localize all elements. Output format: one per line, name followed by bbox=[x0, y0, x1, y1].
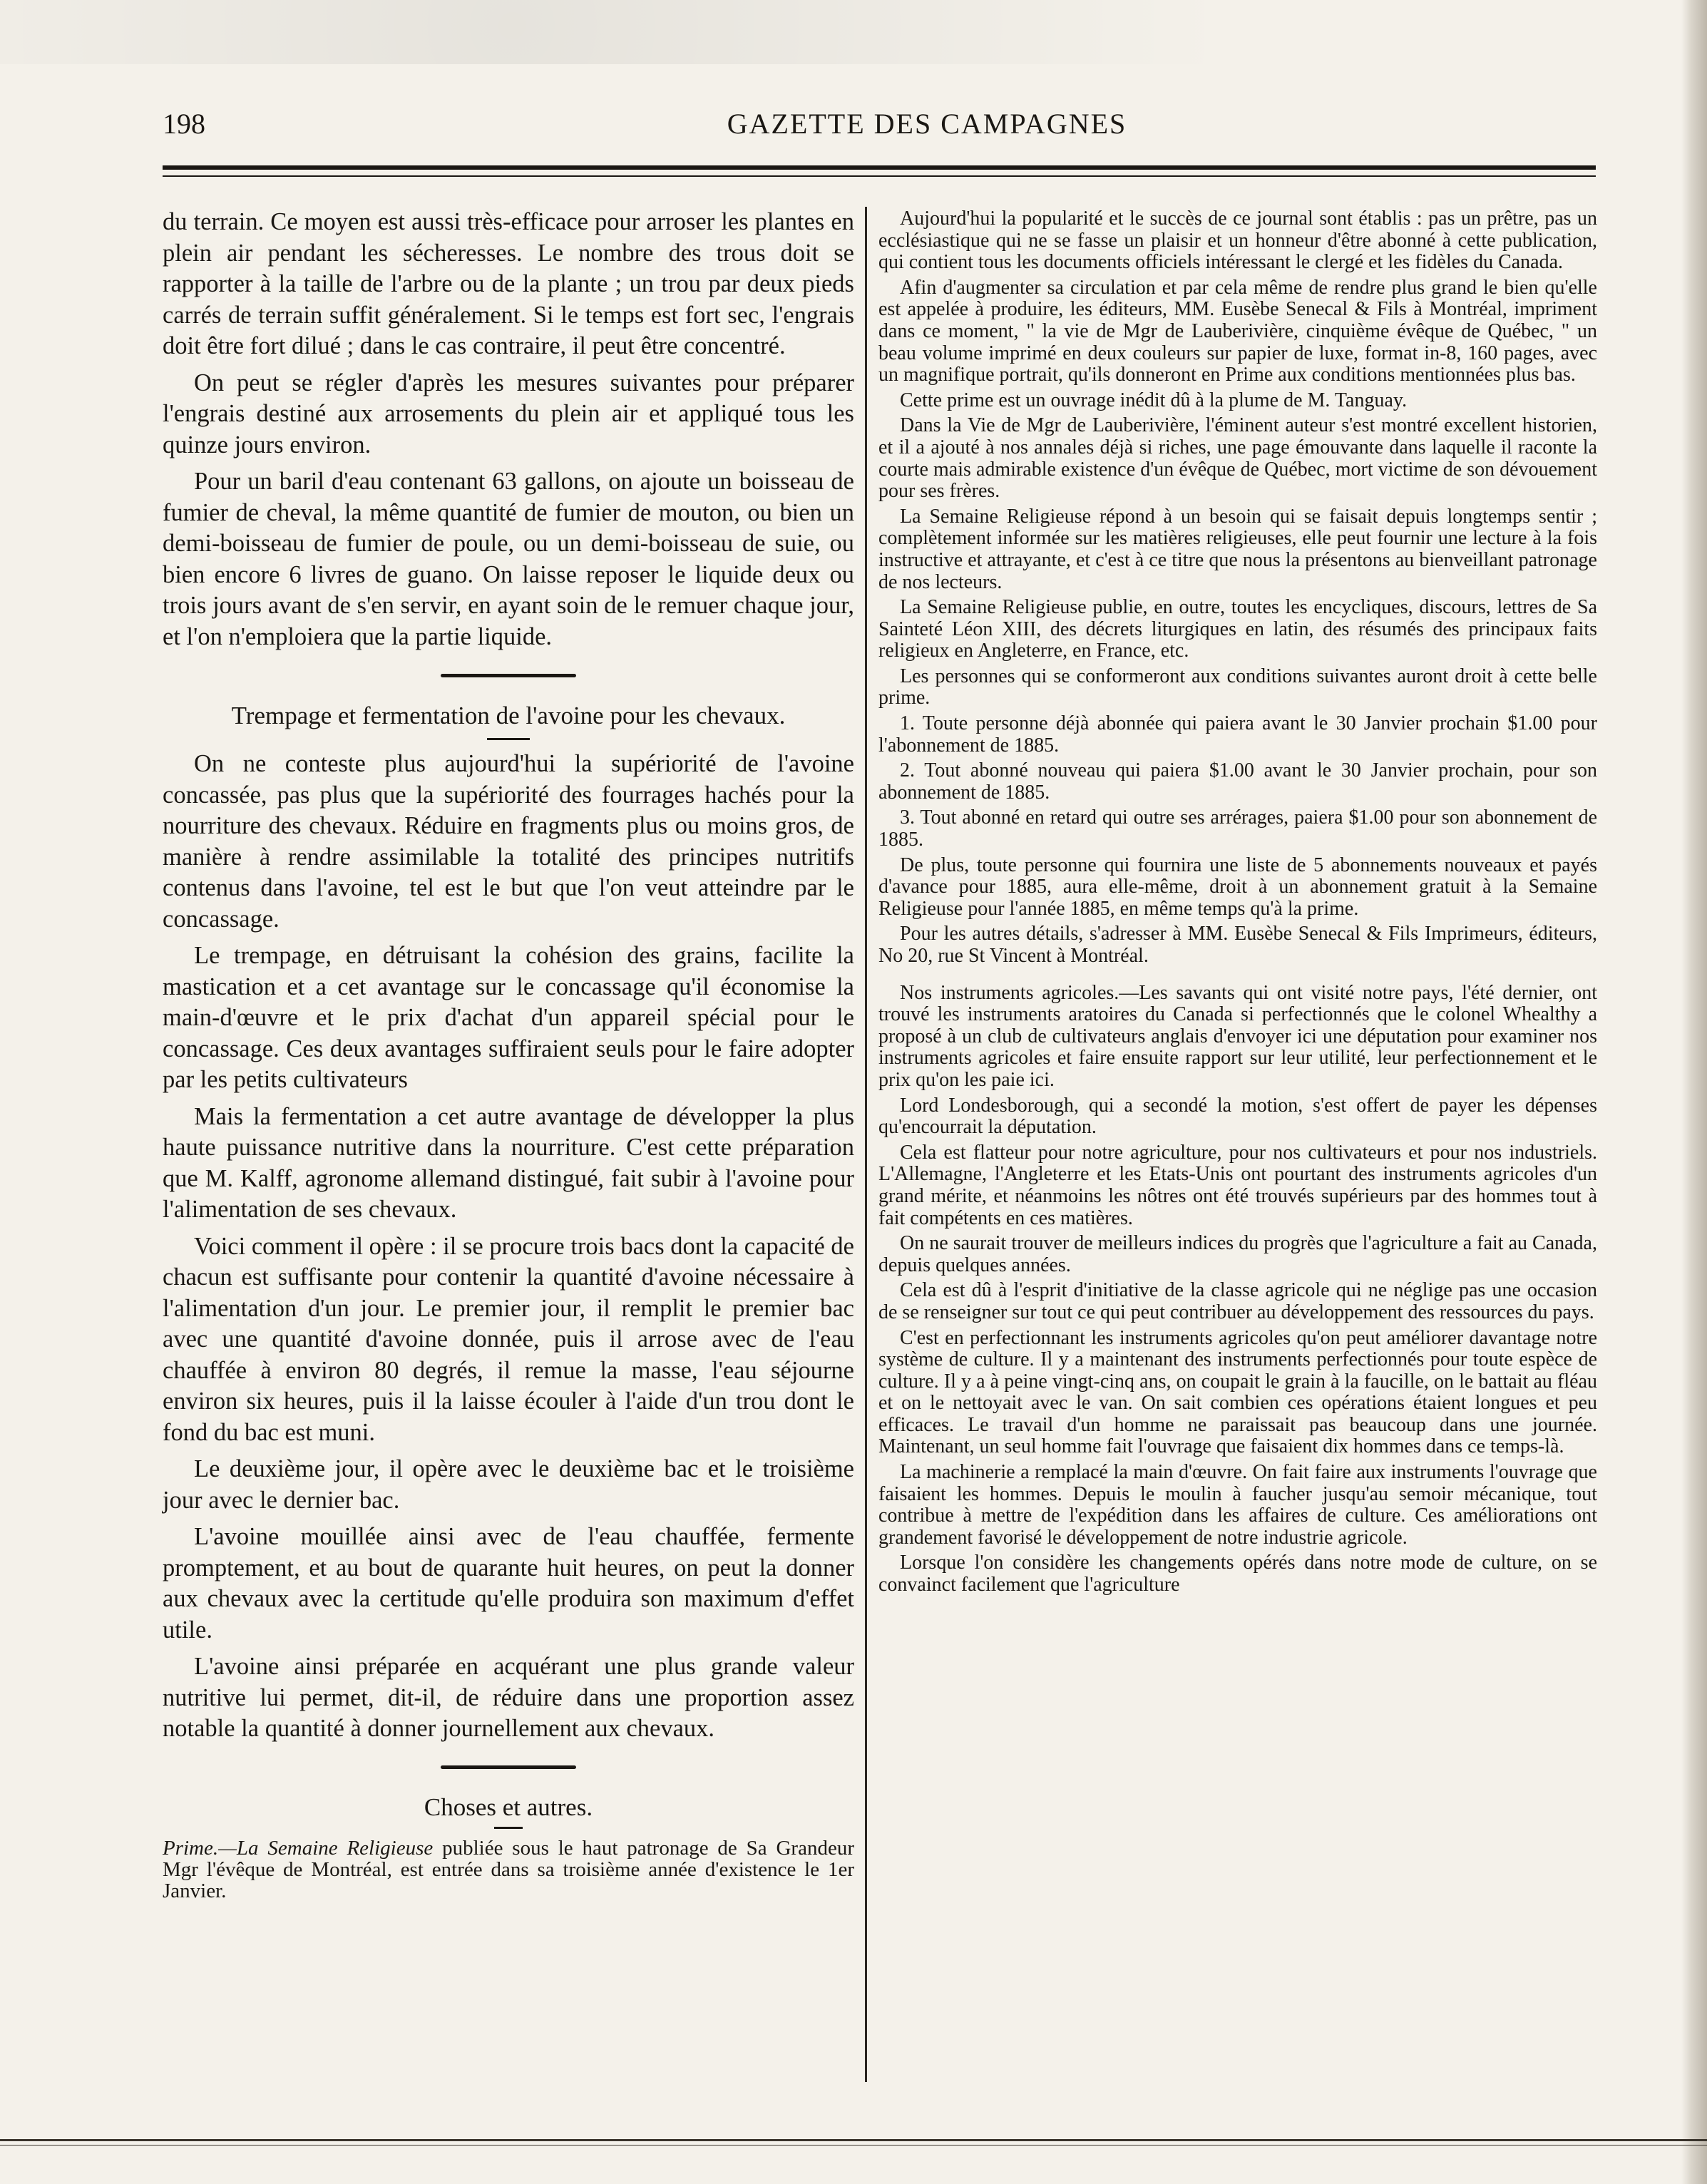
page-background-texture bbox=[0, 0, 1707, 64]
paragraph: Nos instruments agricoles.—Les savants qui ont visité notre pays, l'été dernier, ont trouvé les instruments aratoires du Canada si perfectionnés que le colonel Whealthy a proposé à un club de cultivateurs anglais d'envoyer ici une députation pour examiner nos instruments agricoles et faire ensuite rapport sur leur utilité, leur perfectionnement et le prix qu'on les paie ici. bbox=[878, 981, 1597, 1091]
paragraph: C'est en perfectionnant les instruments agricoles qu'on peut améliorer davantage notre système de culture. Il y a maintenant des instruments perfectionnés pour toute espèce de culture. Il y a à peine vingt-cinq ans, on coupait le grain à la faucille, on le battait au fléau et on le nettoyait avec le van. On sait combien ces opérations étaient longues et peu efficaces. Le travail d'un homme ne paraissait pas beaucoup dans une journée. Maintenant, un seul homme fait l'ouvrage que faisaient dix hommes dans ce temps-là. bbox=[878, 1326, 1597, 1458]
paragraph: Pour les autres détails, s'adresser à MM. Eusèbe Senecal & Fils Imprimeurs, éditeurs, No 20, rue St Vincent à Montréal. bbox=[878, 923, 1597, 967]
paragraph: Pour un baril d'eau contenant 63 gallons, on ajoute un boisseau de fumier de cheval, la même quantité de fumier de mouton, ou bien un demi-boisseau de fumier de poule, ou un demi-boisseau de suie, ou bien encore 6 livres de guano. On laisse reposer le liquide deux ou trois jours avant de s'en servir, en ayant soin de le remuer chaque jour, et l'on n'emploiera que la partie liquide. bbox=[163, 468, 854, 650]
paragraph: La Semaine Religieuse publie, en outre, toutes les encycliques, discours, lettres de Sa Sainteté Léon XIII, des décrets liturgiques en latin, des résumés des principaux faits religieux en Angleterre, en France, etc. bbox=[878, 596, 1597, 662]
paragraph: Voici comment il opère : il se procure trois bacs dont la capacité de chacun est suffisante pour contenir la quantité d'avoine nécessaire à l'alimentation d'un jour. Le premier jour, il remplit le premier bac avec une quantité d'avoine donnée, puis il arrose avec de l'eau chauffée à environ 80 degrés, il remue la masse, l'eau séjourne environ six heures, puis il la laisse écouler à l'aide d'un trou dont le fond du bac est muni. bbox=[163, 1232, 854, 1446]
paragraph: Afin d'augmenter sa circulation et par cela même de rendre plus grand le bien qu'elle est appelée à produire, les éditeurs, MM. Eusèbe Senecal & Fils à Montréal, impriment dans ce moment, " la vie de Mgr de Lauberivière, cinquième évêque de Québec, " un beau volume imprimé en deux couleurs sur papier de luxe, format in-8, 160 pages, avec un magnifique portrait, qu'ils donneront en Prime aux conditions mentionnées plus bas. bbox=[878, 276, 1597, 386]
section-title: Choses et autres. bbox=[424, 1793, 593, 1821]
header-rule-thin bbox=[163, 175, 1596, 177]
paragraph: 1. Toute personne déjà abonnée qui paiera avant le 30 Janvier prochain $1.00 pour l'abonnement de 1885. bbox=[878, 712, 1597, 757]
paragraph: La Semaine Religieuse répond à un besoin qui se faisait depuis longtemps sentir ; complètement informée sur les matières religieuses, elle peut fournir une lecture à la fois instructive et attrayante, et c'est à ce titre que nous la présentons au bienveillant patronage de nos lecteurs. bbox=[878, 505, 1597, 593]
paragraph: On peut se régler d'après les mesures suivantes pour préparer l'engrais destiné aux arrosements du plein air et appliqué tous les quinze jours environ. bbox=[163, 369, 854, 458]
prime-lead: Prime.—La Semaine Religieuse bbox=[163, 1837, 434, 1860]
bottom-rule bbox=[0, 2139, 1707, 2141]
running-title: GAZETTE DES CAMPAGNES bbox=[727, 108, 1127, 140]
paragraph: L'avoine ainsi préparée en acquérant une plus grande valeur nutritive lui permet, dit-il, de réduire dans une proportion assez notable la quantité à donner journellement aux chevaux. bbox=[163, 1653, 854, 1742]
paragraph: Le trempage, en détruisant la cohésion des grains, facilite la mastication et a cet avantage sur le concassage qu'il économise la main-d'œuvre et le prix d'achat d'un appareil spécial pour le concassage. Ces deux avantages suffiraient seuls pour le faire adopter par les petits cultivateurs bbox=[163, 942, 854, 1093]
left-column bbox=[163, 207, 854, 1907]
paragraph: Dans la Vie de Mgr de Lauberivière, l'éminent auteur s'est montré excellent historien, et il a ajouté à nos annales déjà si riches, une page émouvante dans laquelle il raconte la courte mais admirable existence d'un évêque de Québec, mort victime de son dévouement pour ses frères. bbox=[878, 414, 1597, 503]
paragraph: Le deuxième jour, il opère avec le deuxième bac et le troisième jour avec le dernier bac. bbox=[163, 1455, 854, 1514]
paragraph: Les personnes qui se conformeront aux conditions suivantes auront droit à cette belle prime. bbox=[878, 665, 1597, 709]
section-ornament bbox=[163, 1753, 854, 1782]
prime-notice bbox=[163, 1837, 854, 1902]
paragraph: On ne saurait trouver de meilleurs indices du progrès que l'agriculture a fait au Canada, depuis quelques années. bbox=[878, 1232, 1597, 1276]
paragraph: L'avoine mouillée ainsi avec de l'eau chauffée, fermente promptement, et au bout de quarante huit heures, on peut la donner aux chevaux avec la certitude qu'elle produira son maximum d'effet utile. bbox=[163, 1523, 854, 1644]
page-edge bbox=[1681, 0, 1707, 2184]
page-number: 198 bbox=[163, 108, 205, 140]
paragraph: Cela est flatteur pour notre agriculture, pour nos cultivateurs et pour nos industriels. L'Allemagne, l'Angleterre et les Etats-Unis ont pourtant des instruments agricoles d'un grand mérite, et néanmoins les nôtres ont été trouvés supérieurs par des hommes tout à fait compétents en ces matières. bbox=[878, 1141, 1597, 1229]
paragraph: 3. Tout abonné en retard qui outre ses arrérages, paiera $1.00 pour son abonnement de 1885. bbox=[878, 806, 1597, 851]
section-ornament bbox=[163, 661, 854, 689]
paragraph: Mais la fermentation a cet autre avantage de développer la plus haute puissance nutritive dans la nourriture. C'est cette préparation que M. Kalff, agronome allemand distingué, fait subir à l'avoine pour l'alimentation de ses chevaux. bbox=[163, 1102, 854, 1223]
header-rule-thick bbox=[163, 165, 1596, 170]
right-column bbox=[878, 208, 1597, 1600]
section-rule bbox=[494, 1827, 523, 1829]
paragraph: Lorsque l'on considère les changements opérés dans notre mode de culture, on se convainct facilement que l'agriculture bbox=[878, 1552, 1597, 1596]
paragraph bbox=[163, 1837, 854, 1902]
prime-text: publiée sous le haut patronage de Sa Grandeur Mgr l'évêque de Montréal, est entrée dans sa troisième année d'existence le 1er Janvier. bbox=[163, 1837, 854, 1902]
paragraph: Cela est dû à l'esprit d'initiative de la classe agricole qui ne néglige pas une occasion de se renseigner sur tout ce qui peut contribuer au développement des ressources du pays. bbox=[878, 1279, 1597, 1323]
section-rule bbox=[487, 738, 530, 740]
paragraph: 2. Tout abonné nouveau qui paiera $1.00 avant le 30 Janvier prochain, pour son abonnement de 1885. bbox=[878, 759, 1597, 804]
paragraph: Aujourd'hui la popularité et le succès de ce journal sont établis : pas un prêtre, pas un ecclésiastique qui ne se fasse un plaisir et un honneur d'être abonné à cette publication, qui contient tous les documents officiels intéressant le clergé et les fidèles du Canada. bbox=[878, 207, 1597, 274]
paragraph: Lord Londesborough, qui a secondé la motion, s'est offert de payer les dépenses qu'encourrait la députation. bbox=[878, 1094, 1597, 1139]
spacer bbox=[878, 971, 1597, 983]
paragraph: On ne conteste plus aujourd'hui la supériorité de l'avoine concassée, pas plus que la supériorité des fourrages hachés pour la nourriture des chevaux. Réduire en fragments plus ou moins gros, de manière à rendre assimilable la totalité des principes nutritifs contenus dans l'avoine, tel est le but que l'on veut atteindre par le concassage. bbox=[163, 750, 854, 933]
column-divider bbox=[865, 207, 867, 2082]
paragraph: du terrain. Ce moyen est aussi très-efficace pour arroser les plantes en plein air pendant les sécheresses. Le nombre des trous doit se rapporter à la taille de l'arbre ou de la plante ; un trou par deux pieds carrés de terrain suffit généralement. Si le temps est fort sec, l'engrais doit être fort dilué ; dans le cas contraire, il peut être concentré. bbox=[163, 208, 854, 359]
section-title: Trempage et fermentation de l'avoine pour les chevaux. bbox=[231, 702, 786, 729]
paragraph: De plus, toute personne qui fournira une liste de 5 abonnements nouveaux et payés d'avance pour 1885, aura elle-même, droit à un abonnement gratuit à la Semaine Religieuse pour l'année 1885, en même temps qu'à la prime. bbox=[878, 853, 1597, 920]
paragraph: Cette prime est un ouvrage inédit dû à la plume de M. Tanguay. bbox=[900, 389, 1408, 411]
paragraph: La machinerie a remplacé la main d'œuvre. On fait faire aux instruments l'ouvrage que faisaient les hommes. Depuis le moulin à faucher jusqu'au semoir mécanique, tout contribue à mettre de l'expédition dans les affaires de culture. Ces améliorations ont grandement favorisé le développement de notre industrie agricole. bbox=[878, 1461, 1597, 1549]
